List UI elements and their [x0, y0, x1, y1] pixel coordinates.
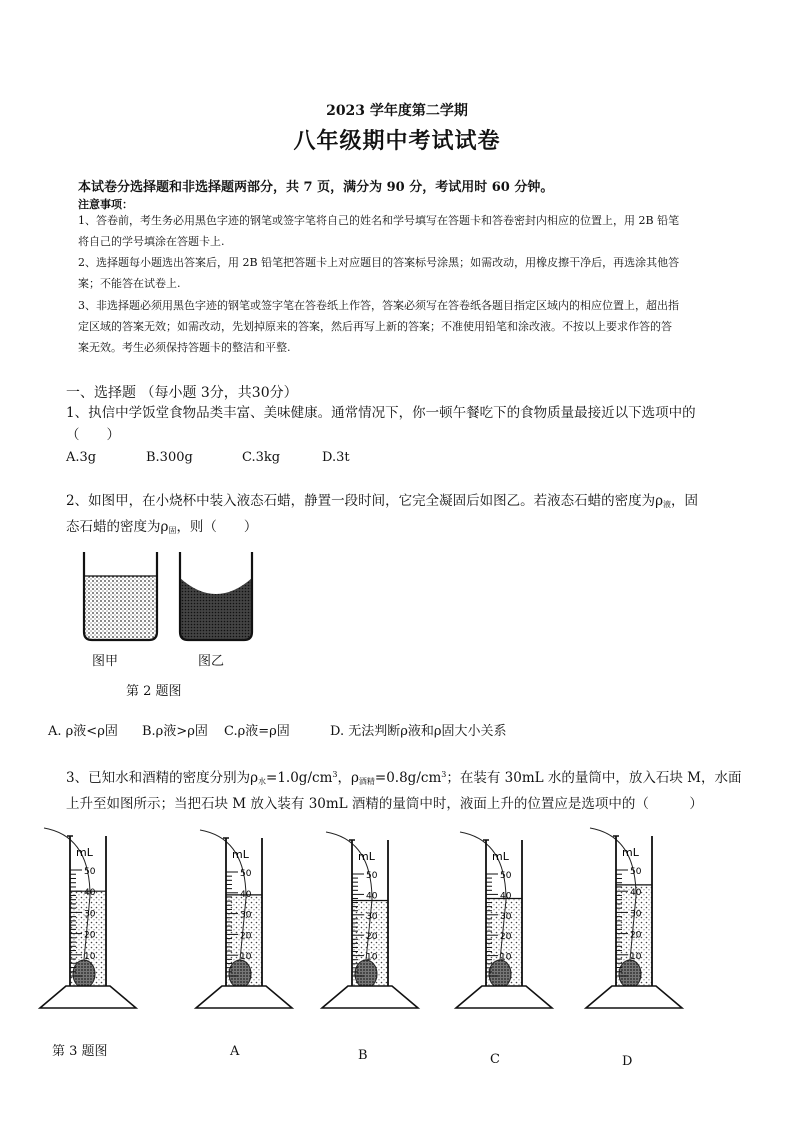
text: ，则（ ） [176, 519, 258, 535]
unit-label: mL [232, 848, 249, 861]
question-1-blank: （ ） [66, 427, 120, 443]
text: 态石蜡的密度为ρ [66, 519, 169, 535]
cylinder-base [456, 986, 552, 1008]
cylinder-option-d [586, 828, 682, 1008]
text: ；在装有 30mL 水的量筒中，放入石块 M，水面 [446, 770, 742, 786]
superscript: 3 [332, 770, 338, 779]
notes-heading: 注意事项： [78, 198, 133, 211]
q2-option-a[interactable]: A. ρ液<ρ固 [48, 724, 118, 739]
option-b-label[interactable]: B [358, 1048, 368, 1063]
tick-label: 20 [366, 932, 378, 943]
question-2 [66, 490, 786, 542]
option-c-label[interactable]: C [490, 1052, 500, 1067]
rock-m [229, 960, 251, 988]
note-line: 定区域的答案无效；如需改动，先划掉原来的答案，然后再写上新的答案；不准使用铅笔和涂改液。不按以上要求作答的答 [78, 320, 672, 333]
note-line: 案无效。考生必须保持答题卡的整洁和平整. [78, 341, 291, 354]
question-3-line-1 [66, 764, 786, 793]
question-3-line-2: 上升至如图所示；当把石块 M 放入装有 30mL 酒精的量筒中时，液面上升的位置应是选项中的（ ） [66, 796, 703, 812]
tick-label: 50 [500, 871, 512, 881]
fig-jia-label: 图甲 [92, 654, 119, 669]
subscript: 液 [663, 500, 672, 509]
text: ，固 [671, 493, 699, 509]
text: =1.0g/cm [266, 770, 333, 786]
unit-label: mL [622, 846, 639, 859]
option-a-label[interactable]: A [230, 1044, 240, 1059]
note-1 [78, 210, 778, 252]
graduated-cylinder-figures [30, 816, 750, 1046]
subscript: 酒精 [358, 777, 375, 786]
note-line: 案；不能答在试卷上. [78, 277, 181, 290]
tick-label: 10 [630, 951, 642, 962]
tick-label: 30 [240, 910, 252, 921]
note-line: 1、答卷前，考生务必用黑色字迹的钢笔或签字笔将自己的姓名和学号填写在答题卡和答卷密封内相应的位置上，用 2B 铅笔 [78, 214, 680, 227]
beaker-jia [84, 552, 157, 640]
tick-label: 20 [84, 930, 96, 941]
tick-label: 30 [630, 909, 642, 920]
tick-label: 20 [630, 930, 642, 941]
tick-label: 10 [240, 952, 252, 963]
tick-label: 30 [500, 911, 512, 922]
question-2-line-2 [66, 516, 786, 542]
q1-option-a[interactable]: A.3g [66, 450, 97, 465]
text: 3、已知水和酒精的密度分别为ρ [66, 770, 259, 786]
cylinder-option-c [456, 832, 552, 1008]
tick-label: 50 [84, 867, 96, 877]
question-3 [66, 764, 786, 815]
school-year: 2023 学年度第二学期 [326, 103, 468, 119]
tick-label: 10 [500, 952, 512, 963]
cylinder-base [322, 986, 418, 1008]
note-3 [78, 295, 778, 358]
question-2-line-1 [66, 490, 786, 516]
superscript: 3 [441, 770, 447, 779]
q1-option-c[interactable]: C.3kg [242, 450, 281, 465]
tick-label: 10 [84, 951, 96, 962]
cylinder-option-a [196, 830, 292, 1008]
cylinder-option-b [322, 832, 418, 1008]
tick-label: 40 [84, 888, 96, 899]
note-line: 3、非选择题必须用黑色字迹的钢笔或签字笔在答卷纸上作答，答案必须写在答卷纸各题目指定区域内的相应位置上，超出指 [78, 299, 679, 312]
tick-label: 30 [84, 909, 96, 920]
exam-title: 八年级期中考试试卷 [293, 128, 501, 154]
cylinder-base [40, 986, 136, 1008]
option-d-label[interactable]: D [622, 1054, 633, 1069]
text: =0.8g/cm [374, 770, 442, 786]
beaker-figures [76, 548, 276, 648]
question-1 [66, 402, 786, 446]
note-line: 2、选择题每小题选出答案后，用 2B 铅笔把答题卡上对应题目的答案标号涂黑；如需改动，用橡皮擦干净后，再选涂其他答 [78, 256, 680, 269]
rock-m [489, 960, 511, 988]
cylinder-base [196, 986, 292, 1008]
unit-label: mL [76, 846, 93, 859]
exam-intro: 本试卷分选择题和非选择题两部分，共 7 页，满分为 90 分，考试用时 60 分钟。 [78, 180, 554, 195]
q1-option-d[interactable]: D.3t [322, 450, 350, 465]
fig-3-caption: 第 3 题图 [52, 1044, 108, 1059]
note-2 [78, 252, 778, 294]
unit-label: mL [358, 850, 375, 863]
liquid-wax [84, 576, 157, 640]
q2-option-d[interactable]: D. 无法判断ρ液和ρ固大小关系 [330, 724, 507, 739]
text: 2、如图甲，在小烧杯中装入液态石蜡，静置一段时间，它完全凝固后如图乙。若液态石蜡的密度为ρ [66, 493, 664, 509]
tick-label: 30 [366, 911, 378, 922]
tick-label: 40 [240, 889, 252, 900]
tick-label: 50 [366, 871, 378, 881]
tick-label: 40 [366, 891, 378, 902]
q2-option-b[interactable]: B.ρ液>ρ固 [142, 724, 208, 739]
subscript: 固 [168, 526, 177, 535]
tick-label: 50 [630, 867, 642, 877]
fig-2-caption: 第 2 题图 [126, 684, 182, 699]
rock-m [355, 960, 377, 988]
tick-label: 10 [366, 952, 378, 963]
tick-label: 20 [500, 932, 512, 943]
cylinder-base [586, 986, 682, 1008]
rock-m [73, 960, 95, 988]
solid-wax [180, 578, 252, 640]
text: ，ρ [337, 770, 359, 786]
tick-label: 40 [500, 891, 512, 902]
fig-yi-label: 图乙 [198, 654, 225, 669]
section-heading: 一、选择题 （每小题 3分，共30分） [66, 385, 298, 401]
cylinder-group [40, 828, 682, 1008]
beaker-yi [180, 552, 252, 640]
unit-label: mL [492, 850, 509, 863]
q1-option-b[interactable]: B.300g [146, 450, 193, 465]
note-line: 将自己的学号填涂在答题卡上. [78, 235, 225, 248]
tick-label: 20 [240, 931, 252, 942]
q2-option-c[interactable]: C.ρ液=ρ固 [224, 724, 290, 739]
subscript: 水 [258, 777, 267, 786]
question-1-stem: 1、执信中学饭堂食物品类丰富、美味健康。通常情况下，你一顿午餐吃下的食物质量最接近以下选项中的 [66, 405, 696, 421]
tick-label: 50 [240, 869, 252, 879]
rock-m [619, 960, 641, 988]
cylinder-reference [40, 828, 136, 1008]
tick-label: 40 [630, 888, 642, 899]
